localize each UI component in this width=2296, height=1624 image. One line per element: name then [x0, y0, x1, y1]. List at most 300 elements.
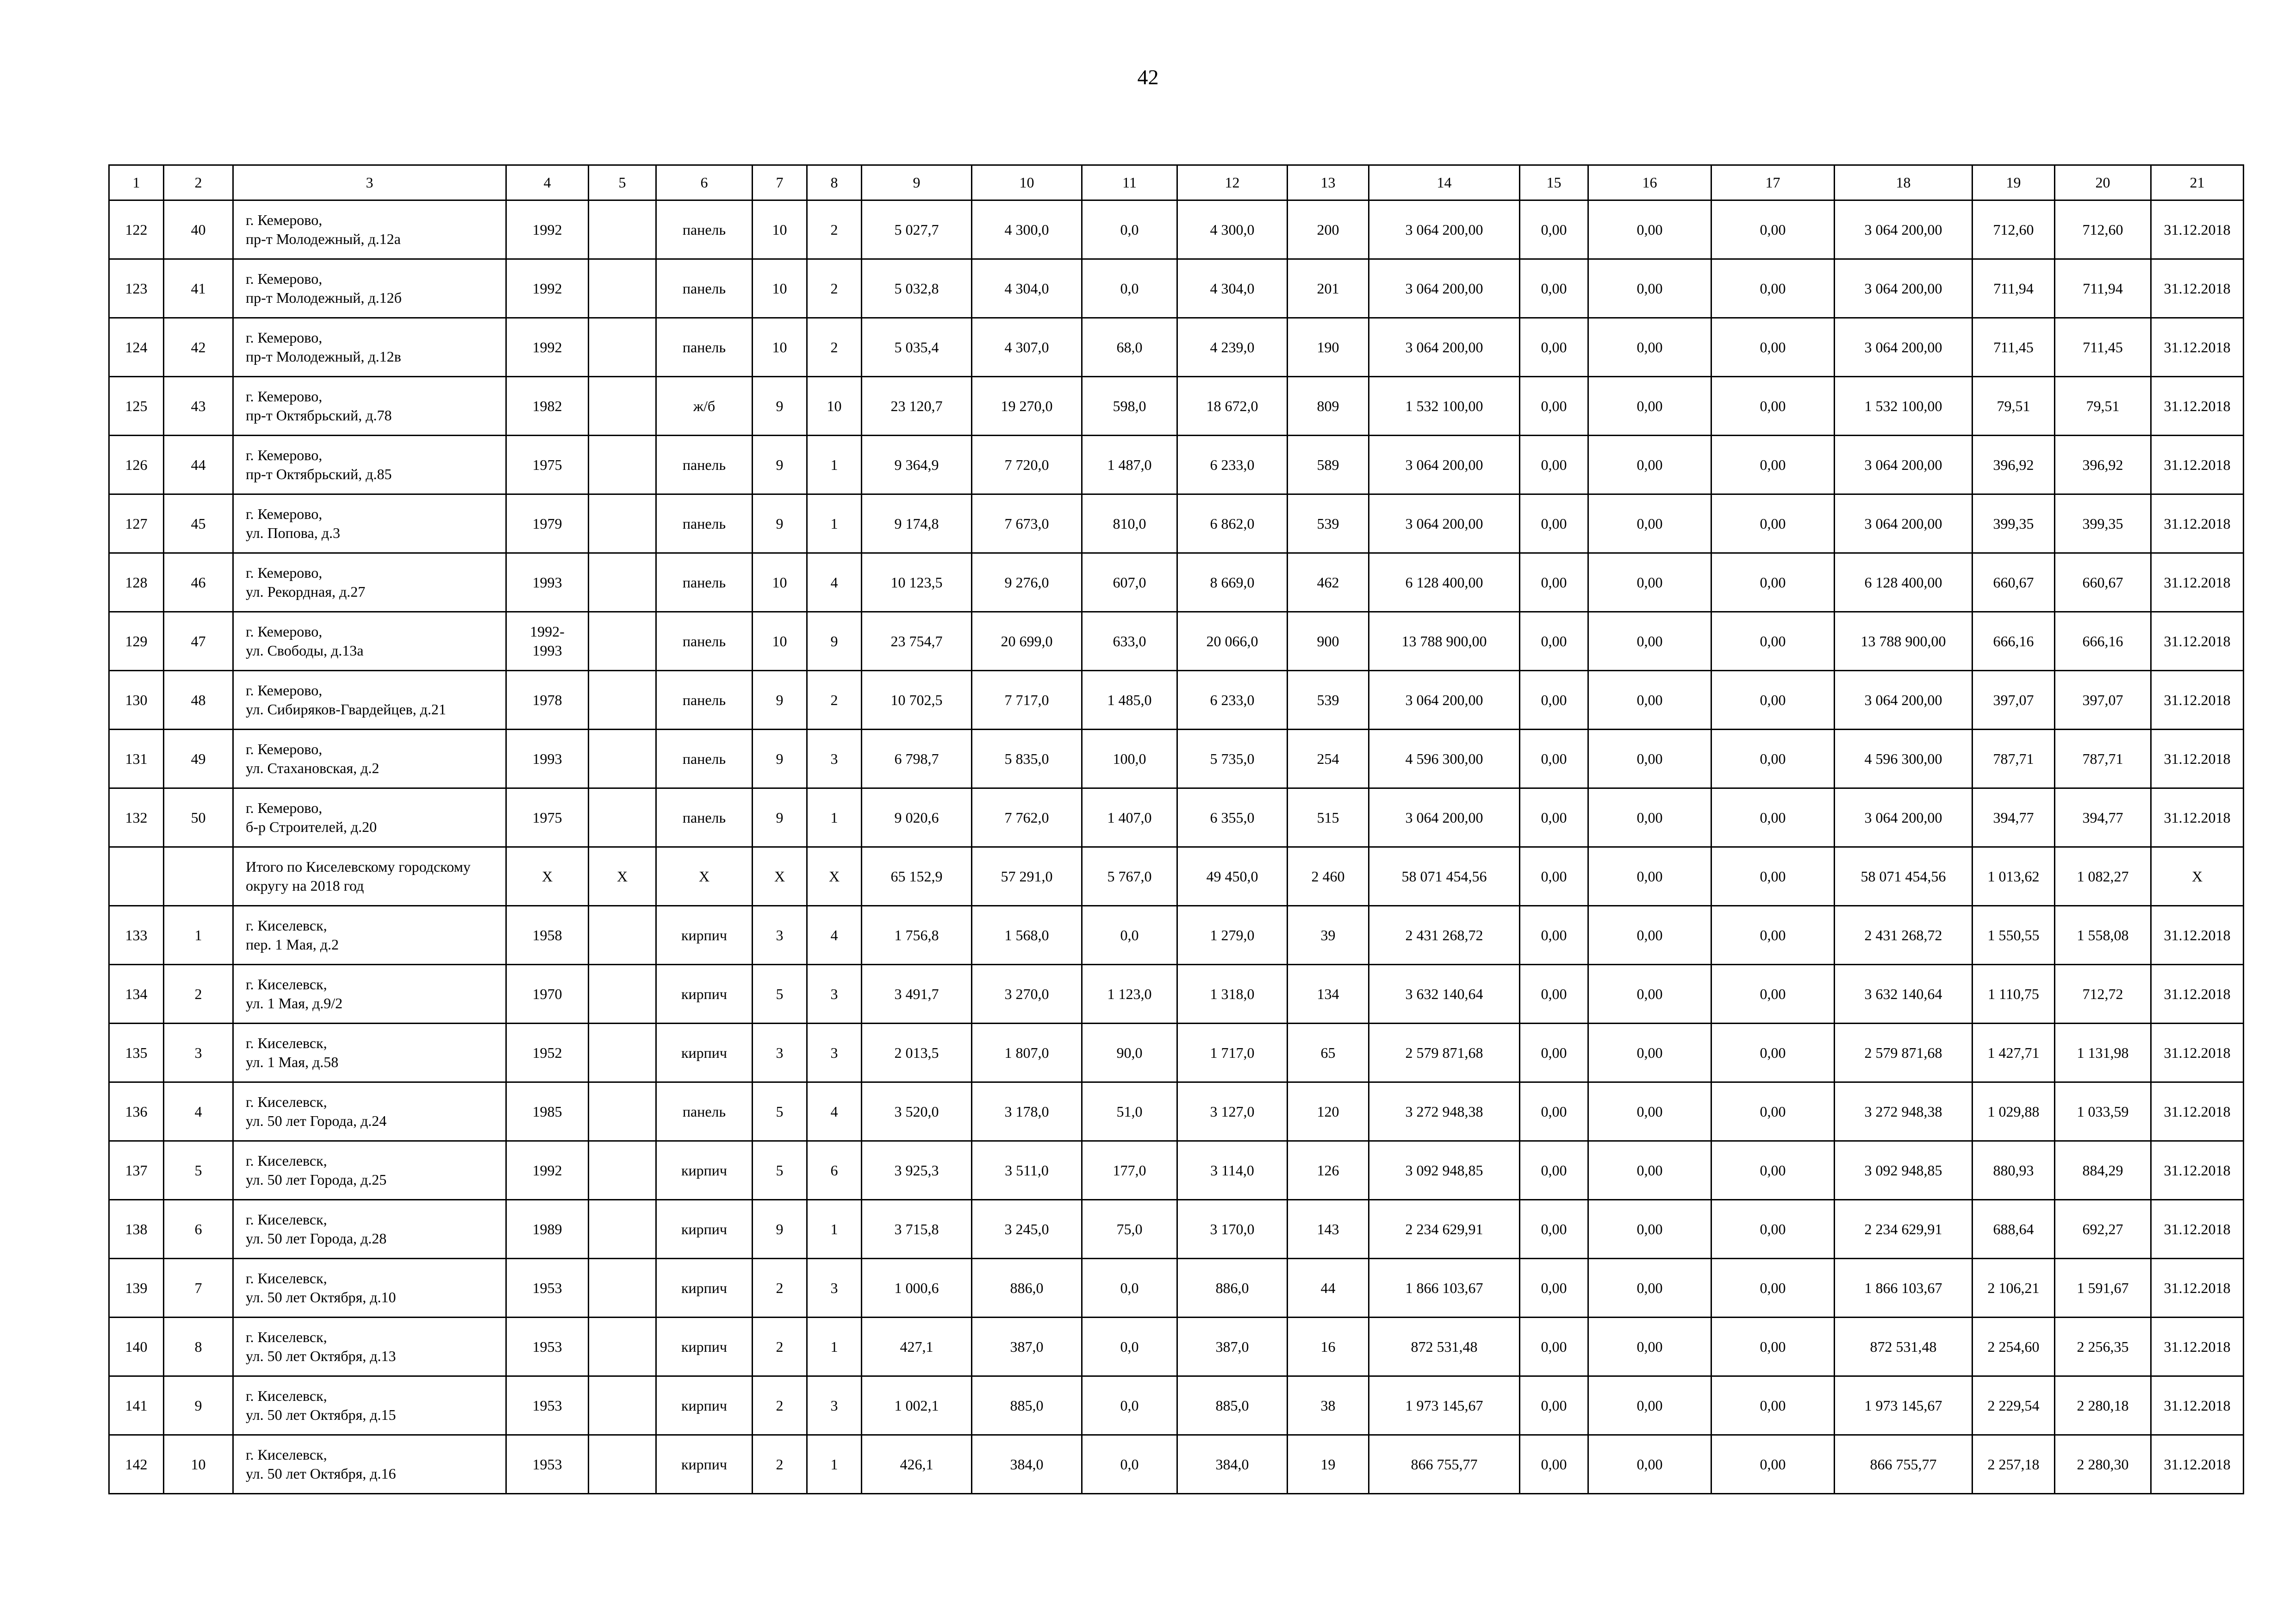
- cell-material: панель: [656, 612, 753, 671]
- cell-c17: 0,00: [1711, 1200, 1835, 1259]
- cell-c12: 3 127,0: [1177, 1082, 1288, 1141]
- table-row: [109, 612, 2244, 671]
- cell-c2: 44: [164, 436, 233, 494]
- cell-c11: 810,0: [1082, 494, 1177, 553]
- cell-c14: 1 973 145,67: [1369, 1376, 1520, 1435]
- cell-c21: 31.12.2018: [2151, 436, 2244, 494]
- cell-c17: 0,00: [1711, 200, 1835, 259]
- cell-c7: X: [753, 847, 807, 906]
- cell-material: панель: [656, 788, 753, 847]
- cell-c16: 0,00: [1588, 788, 1711, 847]
- cell-c14: 1 866 103,67: [1369, 1259, 1520, 1318]
- cell-c15: 0,00: [1520, 847, 1588, 906]
- cell-year: 1975: [506, 788, 589, 847]
- address-cell: [233, 318, 506, 377]
- cell-c19: 397,07: [1972, 671, 2055, 730]
- cell-c18: 58 071 454,56: [1835, 847, 1972, 906]
- cell-c12: 4 239,0: [1177, 318, 1288, 377]
- cell-c17: 0,00: [1711, 1435, 1835, 1494]
- address-cell: [233, 965, 506, 1024]
- cell-c8: 4: [807, 1082, 862, 1141]
- cell-c16: 0,00: [1588, 1200, 1711, 1259]
- cell-c7: 3: [753, 906, 807, 965]
- address-line-1: г. Кемерово,: [246, 329, 323, 346]
- address-line-2: ул. 50 лет Октября, д.10: [246, 1289, 396, 1305]
- cell-c16: 0,00: [1588, 1141, 1711, 1200]
- address-line-1: г. Кемерово,: [246, 564, 323, 581]
- cell-c1: 126: [109, 436, 164, 494]
- cell-c7: 5: [753, 1141, 807, 1200]
- cell-c14: 2 431 268,72: [1369, 906, 1520, 965]
- address-line-1: г. Кемерово,: [246, 388, 323, 405]
- address-line-1: г. Кемерово,: [246, 741, 323, 757]
- cell-c18: 3 272 948,38: [1835, 1082, 1972, 1141]
- cell-c18: 866 755,77: [1835, 1435, 1972, 1494]
- cell-c17: 0,00: [1711, 847, 1835, 906]
- column-header-14: 14: [1369, 165, 1520, 200]
- cell-c1: 125: [109, 377, 164, 436]
- cell-material: кирпич: [656, 1141, 753, 1200]
- address-cell: [233, 1318, 506, 1376]
- cell-c14: 2 234 629,91: [1369, 1200, 1520, 1259]
- cell-c13: 539: [1288, 671, 1369, 730]
- cell-c9: 427,1: [862, 1318, 972, 1376]
- cell-c10: 4 307,0: [972, 318, 1082, 377]
- cell-c21: 31.12.2018: [2151, 553, 2244, 612]
- cell-c8: 6: [807, 1141, 862, 1200]
- cell-c20: 692,27: [2055, 1200, 2151, 1259]
- address-line-2: округу на 2018 год: [246, 877, 364, 894]
- address-line-2: ул. Сибиряков-Гвардейцев, д.21: [246, 701, 446, 718]
- cell-c10: 1 807,0: [972, 1024, 1082, 1082]
- cell-c21: 31.12.2018: [2151, 1435, 2244, 1494]
- cell-c12: 384,0: [1177, 1435, 1288, 1494]
- cell-c20: 399,35: [2055, 494, 2151, 553]
- cell-c7: 5: [753, 965, 807, 1024]
- cell-c5: [589, 1141, 656, 1200]
- cell-c11: 0,0: [1082, 1435, 1177, 1494]
- table-row: [109, 1435, 2244, 1494]
- cell-year: 1982: [506, 377, 589, 436]
- cell-c16: 0,00: [1588, 377, 1711, 436]
- cell-c9: 10 123,5: [862, 553, 972, 612]
- cell-c21: 31.12.2018: [2151, 1082, 2244, 1141]
- cell-c12: 6 355,0: [1177, 788, 1288, 847]
- cell-c12: 1 717,0: [1177, 1024, 1288, 1082]
- address-line-1: г. Кемерово,: [246, 623, 323, 640]
- cell-c18: 3 632 140,64: [1835, 965, 1972, 1024]
- cell-c10: 3 511,0: [972, 1141, 1082, 1200]
- cell-c13: 143: [1288, 1200, 1369, 1259]
- column-header-10: 10: [972, 165, 1082, 200]
- cell-c8: 10: [807, 377, 862, 436]
- cell-c16: 0,00: [1588, 1376, 1711, 1435]
- cell-c18: 2 579 871,68: [1835, 1024, 1972, 1082]
- cell-c8: 3: [807, 1376, 862, 1435]
- cell-year: 1985: [506, 1082, 589, 1141]
- cell-c15: 0,00: [1520, 1200, 1588, 1259]
- cell-material: кирпич: [656, 906, 753, 965]
- cell-c15: 0,00: [1520, 553, 1588, 612]
- cell-c12: 5 735,0: [1177, 730, 1288, 788]
- cell-c20: 1 591,67: [2055, 1259, 2151, 1318]
- cell-c21: 31.12.2018: [2151, 730, 2244, 788]
- cell-c9: 426,1: [862, 1435, 972, 1494]
- column-header-2: 2: [164, 165, 233, 200]
- cell-year: 1978: [506, 671, 589, 730]
- cell-c13: 900: [1288, 612, 1369, 671]
- table-row: [109, 318, 2244, 377]
- cell-c14: 3 064 200,00: [1369, 671, 1520, 730]
- cell-c7: 10: [753, 553, 807, 612]
- cell-c7: 9: [753, 377, 807, 436]
- cell-c10: 19 270,0: [972, 377, 1082, 436]
- cell-c13: 462: [1288, 553, 1369, 612]
- cell-c1: 133: [109, 906, 164, 965]
- cell-c2: 46: [164, 553, 233, 612]
- cell-c11: 607,0: [1082, 553, 1177, 612]
- cell-c19: 1 110,75: [1972, 965, 2055, 1024]
- cell-c20: 884,29: [2055, 1141, 2151, 1200]
- cell-c21: 31.12.2018: [2151, 1318, 2244, 1376]
- cell-c17: 0,00: [1711, 436, 1835, 494]
- table-row: [109, 1259, 2244, 1318]
- address-line-2: ул. Стахановская, д.2: [246, 760, 380, 776]
- cell-c1: 123: [109, 259, 164, 318]
- cell-c5: [589, 1024, 656, 1082]
- address-cell: [233, 1024, 506, 1082]
- cell-year: 1992: [506, 1141, 589, 1200]
- cell-c15: 0,00: [1520, 906, 1588, 965]
- cell-c13: 38: [1288, 1376, 1369, 1435]
- cell-c20: 2 256,35: [2055, 1318, 2151, 1376]
- cell-c8: 3: [807, 1024, 862, 1082]
- address-line-2: пр-т Октябрьский, д.78: [246, 407, 392, 424]
- cell-c16: 0,00: [1588, 1435, 1711, 1494]
- address-cell: [233, 847, 506, 906]
- table-row: [109, 1376, 2244, 1435]
- cell-year: 1993: [506, 730, 589, 788]
- cell-material: панель: [656, 553, 753, 612]
- cell-c12: 18 672,0: [1177, 377, 1288, 436]
- table-row: [109, 906, 2244, 965]
- cell-c18: 3 064 200,00: [1835, 318, 1972, 377]
- cell-c20: 666,16: [2055, 612, 2151, 671]
- cell-c16: 0,00: [1588, 1318, 1711, 1376]
- cell-c7: 9: [753, 788, 807, 847]
- cell-c17: 0,00: [1711, 494, 1835, 553]
- cell-material: панель: [656, 730, 753, 788]
- cell-c18: 4 596 300,00: [1835, 730, 1972, 788]
- cell-material: панель: [656, 200, 753, 259]
- cell-c2: 7: [164, 1259, 233, 1318]
- address-cell: [233, 200, 506, 259]
- cell-material: панель: [656, 436, 753, 494]
- cell-c5: [589, 906, 656, 965]
- cell-c5: [589, 1376, 656, 1435]
- address-line-2: ул. 1 Мая, д.9/2: [246, 995, 343, 1012]
- column-header-11: 11: [1082, 165, 1177, 200]
- cell-c10: 57 291,0: [972, 847, 1082, 906]
- cell-c5: [589, 1435, 656, 1494]
- cell-c12: 1 318,0: [1177, 965, 1288, 1024]
- cell-c21: 31.12.2018: [2151, 1141, 2244, 1200]
- cell-c16: 0,00: [1588, 671, 1711, 730]
- cell-c19: 1 427,71: [1972, 1024, 2055, 1082]
- cell-c14: 3 064 200,00: [1369, 788, 1520, 847]
- cell-c1: 132: [109, 788, 164, 847]
- table-row: [109, 200, 2244, 259]
- cell-c11: 1 407,0: [1082, 788, 1177, 847]
- cell-c11: 0,0: [1082, 906, 1177, 965]
- cell-c18: 2 234 629,91: [1835, 1200, 1972, 1259]
- cell-material: кирпич: [656, 1024, 753, 1082]
- cell-c1: 138: [109, 1200, 164, 1259]
- column-header-12: 12: [1177, 165, 1288, 200]
- cell-c21: X: [2151, 847, 2244, 906]
- cell-c19: 1 550,55: [1972, 906, 2055, 965]
- cell-c9: 3 715,8: [862, 1200, 972, 1259]
- table-row: [109, 436, 2244, 494]
- cell-c21: 31.12.2018: [2151, 788, 2244, 847]
- cell-c19: 2 106,21: [1972, 1259, 2055, 1318]
- cell-c5: [589, 788, 656, 847]
- cell-c1: 141: [109, 1376, 164, 1435]
- cell-c14: 3 064 200,00: [1369, 259, 1520, 318]
- cell-c8: 2: [807, 671, 862, 730]
- cell-c8: 1: [807, 436, 862, 494]
- cell-c5: [589, 553, 656, 612]
- cell-c7: 2: [753, 1435, 807, 1494]
- cell-c9: 3 491,7: [862, 965, 972, 1024]
- cell-c15: 0,00: [1520, 788, 1588, 847]
- address-line-2: ул. 1 Мая, д.58: [246, 1054, 339, 1070]
- cell-c20: 397,07: [2055, 671, 2151, 730]
- address-cell: [233, 612, 506, 671]
- cell-c20: 712,60: [2055, 200, 2151, 259]
- cell-c8: 1: [807, 788, 862, 847]
- cell-c18: 2 431 268,72: [1835, 906, 1972, 965]
- table-row: [109, 730, 2244, 788]
- cell-c12: 4 300,0: [1177, 200, 1288, 259]
- address-line-2: ул. 50 лет Города, д.28: [246, 1230, 387, 1247]
- cell-c8: 9: [807, 612, 862, 671]
- cell-c19: 787,71: [1972, 730, 2055, 788]
- cell-c15: 0,00: [1520, 1318, 1588, 1376]
- cell-c21: 31.12.2018: [2151, 1200, 2244, 1259]
- cell-c8: 3: [807, 730, 862, 788]
- cell-c19: 712,60: [1972, 200, 2055, 259]
- address-line-2: ул. 50 лет Октября, д.13: [246, 1348, 396, 1364]
- cell-c20: 2 280,30: [2055, 1435, 2151, 1494]
- cell-c8: 1: [807, 494, 862, 553]
- cell-c2: 40: [164, 200, 233, 259]
- cell-c10: 4 300,0: [972, 200, 1082, 259]
- cell-c9: 1 002,1: [862, 1376, 972, 1435]
- cell-year: 1989: [506, 1200, 589, 1259]
- cell-c2: 10: [164, 1435, 233, 1494]
- table-row: [109, 377, 2244, 436]
- cell-c2: 1: [164, 906, 233, 965]
- cell-c20: 2 280,18: [2055, 1376, 2151, 1435]
- cell-c19: 2 257,18: [1972, 1435, 2055, 1494]
- cell-c17: 0,00: [1711, 1024, 1835, 1082]
- cell-c9: 9 364,9: [862, 436, 972, 494]
- cell-c8: 1: [807, 1318, 862, 1376]
- column-header-6: 6: [656, 165, 753, 200]
- address-line-1: г. Киселевск,: [246, 976, 327, 993]
- column-header-13: 13: [1288, 165, 1369, 200]
- cell-c18: 3 064 200,00: [1835, 788, 1972, 847]
- address-cell: [233, 1082, 506, 1141]
- cell-c12: 8 669,0: [1177, 553, 1288, 612]
- cell-c11: 5 767,0: [1082, 847, 1177, 906]
- cell-c2: 47: [164, 612, 233, 671]
- column-header-16: 16: [1588, 165, 1711, 200]
- cell-c9: 5 027,7: [862, 200, 972, 259]
- cell-c16: 0,00: [1588, 259, 1711, 318]
- cell-c2: 49: [164, 730, 233, 788]
- cell-c17: 0,00: [1711, 1259, 1835, 1318]
- cell-c10: 9 276,0: [972, 553, 1082, 612]
- cell-c10: 4 304,0: [972, 259, 1082, 318]
- cell-c15: 0,00: [1520, 671, 1588, 730]
- cell-c19: 880,93: [1972, 1141, 2055, 1200]
- address-line-2: ул. Свободы, д.13а: [246, 642, 364, 659]
- cell-c13: 126: [1288, 1141, 1369, 1200]
- cell-c11: 0,0: [1082, 200, 1177, 259]
- cell-c2: 41: [164, 259, 233, 318]
- cell-c11: 0,0: [1082, 1318, 1177, 1376]
- cell-c15: 0,00: [1520, 318, 1588, 377]
- address-cell: [233, 671, 506, 730]
- cell-c2: 45: [164, 494, 233, 553]
- address-cell: [233, 259, 506, 318]
- cell-c10: 387,0: [972, 1318, 1082, 1376]
- cell-c7: 2: [753, 1318, 807, 1376]
- cell-year: 1975: [506, 436, 589, 494]
- address-line-1: г. Киселевск,: [246, 1446, 327, 1463]
- cell-c13: 515: [1288, 788, 1369, 847]
- cell-c13: 44: [1288, 1259, 1369, 1318]
- cell-c17: 0,00: [1711, 1376, 1835, 1435]
- cell-c16: 0,00: [1588, 494, 1711, 553]
- cell-c5: [589, 1082, 656, 1141]
- cell-c20: 712,72: [2055, 965, 2151, 1024]
- cell-c1: 136: [109, 1082, 164, 1141]
- table-row: [109, 847, 2244, 906]
- address-line-2: ул. 50 лет Октября, д.15: [246, 1406, 396, 1423]
- cell-c8: 1: [807, 1200, 862, 1259]
- cell-c17: 0,00: [1711, 906, 1835, 965]
- cell-c16: 0,00: [1588, 1259, 1711, 1318]
- cell-c14: 6 128 400,00: [1369, 553, 1520, 612]
- cell-material: панель: [656, 1082, 753, 1141]
- cell-c9: 23 120,7: [862, 377, 972, 436]
- cell-c17: 0,00: [1711, 1082, 1835, 1141]
- cell-c18: 13 788 900,00: [1835, 612, 1972, 671]
- cell-c11: 0,0: [1082, 1376, 1177, 1435]
- cell-c21: 31.12.2018: [2151, 1259, 2244, 1318]
- cell-c13: 19: [1288, 1435, 1369, 1494]
- cell-c15: 0,00: [1520, 436, 1588, 494]
- cell-c19: 711,45: [1972, 318, 2055, 377]
- cell-c7: 9: [753, 730, 807, 788]
- cell-c21: 31.12.2018: [2151, 494, 2244, 553]
- cell-c7: 9: [753, 671, 807, 730]
- cell-c11: 75,0: [1082, 1200, 1177, 1259]
- cell-c21: 31.12.2018: [2151, 612, 2244, 671]
- cell-c5: [589, 1259, 656, 1318]
- cell-c18: 3 064 200,00: [1835, 494, 1972, 553]
- cell-c13: 65: [1288, 1024, 1369, 1082]
- column-header-7: 7: [753, 165, 807, 200]
- cell-c19: 2 229,54: [1972, 1376, 2055, 1435]
- cell-material: кирпич: [656, 1318, 753, 1376]
- cell-c12: 3 170,0: [1177, 1200, 1288, 1259]
- cell-c1: 139: [109, 1259, 164, 1318]
- cell-c9: 3 925,3: [862, 1141, 972, 1200]
- cell-c16: 0,00: [1588, 1024, 1711, 1082]
- cell-c12: 6 233,0: [1177, 671, 1288, 730]
- cell-c15: 0,00: [1520, 494, 1588, 553]
- cell-c7: 9: [753, 494, 807, 553]
- cell-c14: 13 788 900,00: [1369, 612, 1520, 671]
- cell-c21: 31.12.2018: [2151, 906, 2244, 965]
- column-header-21: 21: [2151, 165, 2244, 200]
- address-line-1: г. Киселевск,: [246, 1035, 327, 1051]
- cell-c18: 3 064 200,00: [1835, 436, 1972, 494]
- column-header-18: 18: [1835, 165, 1972, 200]
- cell-c17: 0,00: [1711, 259, 1835, 318]
- cell-c21: 31.12.2018: [2151, 200, 2244, 259]
- cell-c2: [164, 847, 233, 906]
- cell-c16: 0,00: [1588, 318, 1711, 377]
- cell-c12: 20 066,0: [1177, 612, 1288, 671]
- table-row: [109, 788, 2244, 847]
- address-line-1: г. Кемерово,: [246, 270, 323, 287]
- cell-year: 1992: [506, 259, 589, 318]
- cell-c19: 2 254,60: [1972, 1318, 2055, 1376]
- cell-material: X: [656, 847, 753, 906]
- cell-c9: 3 520,0: [862, 1082, 972, 1141]
- address-line-1: г. Киселевск,: [246, 1093, 327, 1110]
- cell-c7: 9: [753, 436, 807, 494]
- cell-c16: 0,00: [1588, 730, 1711, 788]
- address-line-1: Итого по Киселевскому городскому: [246, 858, 471, 875]
- cell-c7: 10: [753, 200, 807, 259]
- cell-c8: 2: [807, 318, 862, 377]
- cell-c1: 129: [109, 612, 164, 671]
- cell-c20: 1 082,27: [2055, 847, 2151, 906]
- cell-c10: 886,0: [972, 1259, 1082, 1318]
- cell-c17: 0,00: [1711, 318, 1835, 377]
- cell-c5: [589, 1318, 656, 1376]
- cell-c10: 7 717,0: [972, 671, 1082, 730]
- cell-c21: 31.12.2018: [2151, 318, 2244, 377]
- cell-c5: [589, 436, 656, 494]
- address-line-1: г. Кемерово,: [246, 800, 323, 816]
- address-line-2: пр-т Молодежный, д.12б: [246, 289, 402, 306]
- cell-c15: 0,00: [1520, 612, 1588, 671]
- cell-c12: 4 304,0: [1177, 259, 1288, 318]
- table-row: [109, 1200, 2244, 1259]
- cell-c1: 137: [109, 1141, 164, 1200]
- cell-c9: 1 000,6: [862, 1259, 972, 1318]
- address-cell: [233, 1435, 506, 1494]
- address-line-1: г. Киселевск,: [246, 1152, 327, 1169]
- table-row: [109, 1024, 2244, 1082]
